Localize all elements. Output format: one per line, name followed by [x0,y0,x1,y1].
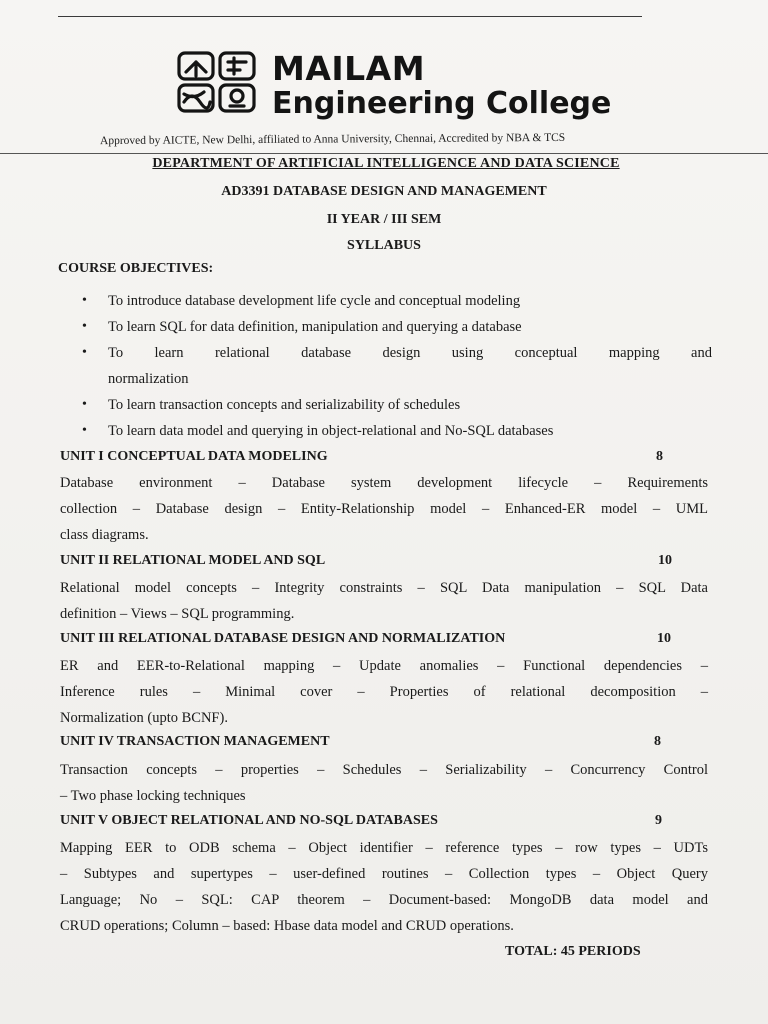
unit-title: UNIT III RELATIONAL DATABASE DESIGN AND NORMALIZATION [60,631,506,646]
unit-line: class diagrams. [60,527,149,543]
unit-title: UNIT V OBJECT RELATIONAL AND NO-SQL DATABASES [60,813,438,828]
objective-item: • To learn data model and querying in object-relational and No-SQL databases [82,418,712,444]
unit-line: CRUD operations; Column – based: Hbase data model and CRUD operations. [60,918,514,934]
unit-content [60,470,708,548]
unit-line: Normalization (upto BCNF). [60,710,228,726]
approval-statement: Approved by AICTE, New Delhi, affiliated to Anna University, Chennai, Accredited by NBA & TCS [99,131,566,148]
unit-content [60,653,708,731]
objectives-heading: COURSE OBJECTIVES: [58,261,214,276]
unit-heading [60,553,710,573]
unit-line: Inference rules – Minimal cover – Properties of relational decomposition – [60,684,708,700]
unit-line: – Two phase locking techniques [60,788,246,804]
unit-hours: 8 [654,734,661,749]
objectives-list [82,288,712,444]
unit-hours: 9 [655,813,662,828]
unit-line: definition – Views – SQL programming. [60,606,295,622]
college-name-line1: MAILAM [272,49,426,88]
unit-line: – Subtypes and supertypes – user-defined routines – Collection types – Object Query [60,866,708,882]
college-name-line2: Engineering College [272,86,612,121]
unit-heading [60,813,710,833]
department-title: DEPARTMENT OF ARTIFICIAL INTELLIGENCE AND DATA SCIENCE [152,156,620,171]
unit-content [60,835,708,939]
objective-item: • To learn transaction concepts and serializability of schedules [82,392,712,418]
bullet-icon: • [82,423,87,438]
unit-line: Mapping EER to ODB schema – Object identifier – reference types – row types – UDTs [60,840,708,856]
unit-hours: 10 [657,631,671,646]
document-type: SYLLABUS [347,238,421,253]
unit-line: Database environment – Database system development lifecycle – Requirements [60,475,708,491]
unit-line: Relational model concepts – Integrity constraints – SQL Data manipulation – SQL Data [60,580,708,596]
college-logo-icon [176,50,258,114]
unit-content [60,757,708,809]
course-title: AD3391 DATABASE DESIGN AND MANAGEMENT [221,184,547,199]
unit-line: collection – Database design – Entity-Relationship model – Enhanced-ER model – UML [60,501,708,517]
objective-item-continuation: normalization [108,371,189,387]
total-periods: TOTAL: 45 PERIODS [505,944,641,959]
unit-heading [60,449,710,469]
unit-title: UNIT I CONCEPTUAL DATA MODELING [60,449,328,464]
unit-line: Language; No – SQL: CAP theorem – Document-based: MongoDB data model and [60,892,708,908]
college-name [272,49,612,121]
bullet-icon: • [82,319,87,334]
unit-title: UNIT IV TRANSACTION MANAGEMENT [60,734,330,749]
unit-line: Transaction concepts – properties – Schedules – Serializability – Concurrency Control [60,762,708,778]
bullet-icon: • [82,293,87,308]
bullet-icon: • [82,345,87,360]
year-semester: II YEAR / III SEM [326,212,442,227]
unit-title: UNIT II RELATIONAL MODEL AND SQL [60,553,326,568]
unit-hours: 10 [658,553,672,568]
top-rule [58,16,642,17]
objective-item: • To learn relational database design using conceptual mapping and [82,340,712,366]
unit-heading [60,734,710,754]
unit-hours: 8 [656,449,663,464]
unit-line: ER and EER-to-Relational mapping – Update anomalies – Functional dependencies – [60,658,708,674]
unit-heading [60,631,710,651]
unit-content [60,575,708,627]
bullet-icon: • [82,397,87,412]
objective-item: • To introduce database development life cycle and conceptual modeling [82,288,712,314]
objective-item: • To learn SQL for data definition, manipulation and querying a database [82,314,712,340]
header-rule [0,153,768,154]
